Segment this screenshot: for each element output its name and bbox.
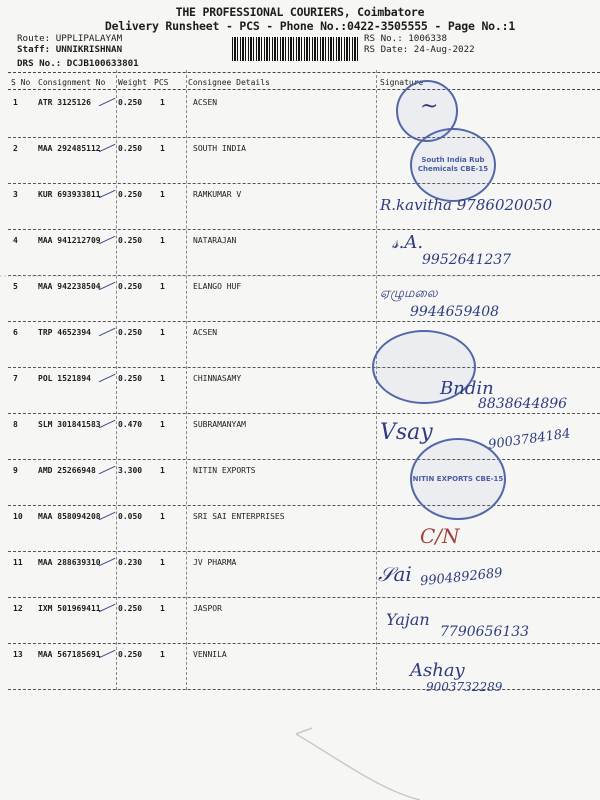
row-pcs: 1: [160, 282, 165, 291]
table-row: [0, 460, 600, 506]
signature-row13: Ashay: [410, 660, 465, 681]
col-pcs: PCS: [154, 78, 169, 87]
check-mark-icon: [95, 365, 116, 383]
row-pcs: 1: [160, 144, 165, 153]
check-mark-icon: [95, 273, 116, 291]
row-weight: 0.250: [118, 98, 143, 107]
check-mark-icon: [95, 181, 116, 199]
consignee-name: NATARAJAN: [193, 236, 237, 245]
row-weight: 0.250: [118, 604, 143, 613]
table-row: [0, 276, 600, 322]
row-weight: 0.250: [118, 144, 143, 153]
row-pcs: 1: [160, 420, 165, 429]
nitin-exports-stamp: NITIN EXPORTS CBE-15: [410, 438, 506, 520]
rs-date: RS Date: 24-Aug-2022: [364, 44, 475, 55]
consignee-name: ACSEN: [193, 328, 218, 337]
row-divider: [8, 689, 600, 690]
row-sno: 6: [13, 328, 18, 337]
phone-row11: 9904892689: [419, 565, 504, 590]
company-title: THE PROFESSIONAL COURIERS, Coimbatore: [175, 5, 425, 19]
consignment-no: ATR 3125126: [38, 98, 91, 107]
check-mark-icon: [95, 503, 116, 521]
consignment-no: KUR 693933811: [38, 190, 101, 199]
row-sno: 9: [13, 466, 18, 475]
consignee-name: RAMKUMAR V: [193, 190, 242, 199]
row-pcs: 1: [160, 236, 165, 245]
consignee-name: SUBRAMANYAM: [193, 420, 246, 429]
barcode: [232, 37, 358, 61]
check-mark-icon: [95, 227, 116, 245]
row-sno: 11: [13, 558, 23, 567]
phone-row4: 9952641237: [422, 252, 512, 268]
consignee-name: JASPOR: [193, 604, 222, 613]
table-row: [0, 322, 600, 368]
row-weight: 0.250: [118, 282, 143, 291]
table-row: [0, 506, 600, 552]
col-sno: S No: [11, 78, 31, 87]
table-row: [0, 552, 600, 598]
check-mark-icon: [95, 135, 116, 153]
consignment-no: SLM 301841583: [38, 420, 101, 429]
consignee-name: VENNILA: [193, 650, 227, 659]
consignee-name: SRI SAI ENTERPRISES: [193, 512, 285, 521]
cn-mark-row10: C/N: [420, 524, 460, 548]
row-weight: 0.250: [118, 190, 143, 199]
signature-row11: 𝒮ai: [378, 562, 412, 586]
consignee-name: SOUTH INDIA: [193, 144, 246, 153]
check-mark-icon: [95, 595, 116, 613]
signature-row1: ~: [420, 94, 439, 119]
check-mark-icon: [95, 411, 116, 429]
consignment-no: MAA 941212709: [38, 236, 101, 245]
consignment-no: AMD 25266948: [38, 466, 96, 475]
col-consignment: Consignment No: [38, 78, 106, 87]
consignee-name: ELANGO HUF: [193, 282, 242, 291]
consignment-no: MAA 858094208: [38, 512, 101, 521]
row-weight: 0.250: [118, 236, 143, 245]
column-rule: [8, 89, 600, 90]
phone-row7: 8838644896: [478, 396, 568, 412]
signature-row5: ஏழுமலை: [380, 286, 438, 301]
signature-row7: Bndin: [440, 378, 494, 399]
row-pcs: 1: [160, 650, 165, 659]
row-weight: 3.300: [118, 466, 143, 475]
row-sno: 2: [13, 144, 18, 153]
runsheet-subtitle: Delivery Runsheet - PCS - Phone No.:0422-3505555 - Page No.:1: [104, 19, 516, 33]
consignment-no: POL 1521894: [38, 374, 91, 383]
signature-row3: R.kavitha 9786020050: [380, 196, 553, 214]
row-sno: 10: [13, 512, 23, 521]
signature-row8: Vsay: [380, 420, 433, 445]
row-pcs: 1: [160, 466, 165, 475]
phone-row12: 7790656133: [440, 624, 530, 640]
row-pcs: 1: [160, 604, 165, 613]
check-mark-icon: [95, 319, 116, 337]
row-sno: 8: [13, 420, 18, 429]
company-stamp-row2: South India Rub Chemicals CBE-15: [410, 128, 496, 202]
phone-row5: 9944659408: [410, 304, 500, 320]
consignment-no: IXM 501969411: [38, 604, 101, 613]
runsheet-header: [0, 0, 600, 70]
row-pcs: 1: [160, 98, 165, 107]
consignment-no: MAA 288639310: [38, 558, 101, 567]
col-signature: Signature: [380, 78, 424, 87]
table-row: [0, 138, 600, 184]
phone-row8: 9003784184: [487, 426, 572, 453]
row-pcs: 1: [160, 374, 165, 383]
check-mark-icon: [95, 457, 116, 475]
signature-row4: 𝓈.A.: [392, 232, 424, 253]
row-weight: 0.250: [118, 374, 143, 383]
row-sno: 12: [13, 604, 23, 613]
row-pcs: 1: [160, 558, 165, 567]
route-label: Route: UPPLIPALAYAM: [17, 33, 123, 44]
consignee-name: CHINNASAMY: [193, 374, 242, 383]
row-sno: 1: [13, 98, 18, 107]
consignment-no: MAA 942238504: [38, 282, 101, 291]
rs-number: RS No.: 1006338: [364, 33, 447, 44]
row-pcs: 1: [160, 190, 165, 199]
row-sno: 4: [13, 236, 18, 245]
signature-row12: Yajan: [386, 610, 430, 629]
row-weight: 0.250: [118, 328, 143, 337]
col-weight: Weight: [118, 78, 147, 87]
row-weight: 0.230: [118, 558, 143, 567]
table-row: [0, 644, 600, 690]
check-mark-icon: [95, 89, 116, 107]
row-sno: 13: [13, 650, 23, 659]
consignee-name: ACSEN: [193, 98, 218, 107]
phone-row13: 9003732289: [426, 680, 503, 694]
consignment-no: MAA 567185691: [38, 650, 101, 659]
row-pcs: 1: [160, 328, 165, 337]
drs-number: DRS No.: DCJB100633801: [17, 58, 139, 69]
consignment-no: TRP 4652394: [38, 328, 91, 337]
staff-label: Staff: UNNIKRISHNAN: [17, 44, 123, 55]
consignee-name: JV PHARMA: [193, 558, 237, 567]
row-weight: 0.050: [118, 512, 143, 521]
row-weight: 0.470: [118, 420, 143, 429]
row-sno: 3: [13, 190, 18, 199]
consignment-no: MAA 292485112: [38, 144, 101, 153]
consignee-name: NITIN EXPORTS: [193, 466, 256, 475]
col-details: Consignee Details: [188, 78, 270, 87]
check-mark-icon: [95, 549, 116, 567]
row-sno: 7: [13, 374, 18, 383]
row-pcs: 1: [160, 512, 165, 521]
row-sno: 5: [13, 282, 18, 291]
table-row: [0, 92, 600, 138]
check-mark-icon: [95, 641, 116, 659]
header-rule: [8, 72, 600, 73]
row-weight: 0.250: [118, 650, 143, 659]
